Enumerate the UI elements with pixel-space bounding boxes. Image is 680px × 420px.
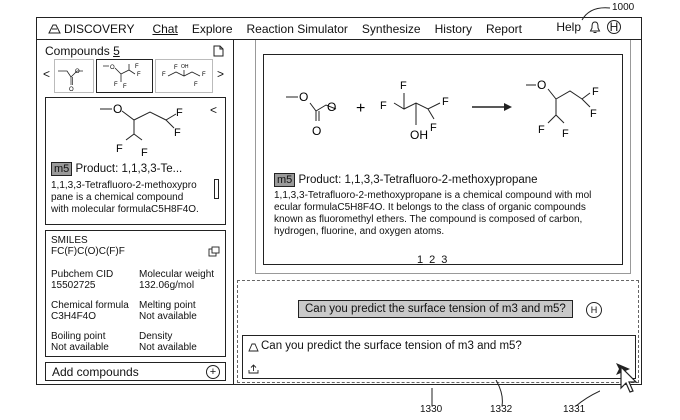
selected-compound-title: Product: 1,1,3,3-Te... — [75, 163, 183, 175]
page-2[interactable]: 2 — [429, 254, 436, 266]
compound-thumb-1[interactable] — [54, 59, 94, 93]
svg-text:O: O — [113, 102, 123, 116]
tab-report[interactable]: Report — [485, 21, 522, 36]
sidebar-divider — [233, 40, 234, 385]
tab-history[interactable]: History — [434, 21, 472, 36]
svg-text:F: F — [135, 64, 139, 70]
compounds-header — [45, 44, 120, 58]
document-icon[interactable] — [213, 45, 224, 57]
svg-text:O: O — [299, 90, 309, 104]
svg-text:F: F — [590, 108, 597, 120]
svg-text:F: F — [538, 124, 545, 136]
ref-1000: 1000 — [612, 2, 635, 13]
page-1[interactable]: 1 — [417, 254, 424, 266]
prop-label-formula: Chemical formula — [51, 300, 129, 311]
tab-explore[interactable]: Explore — [191, 21, 233, 36]
brand-label: DISCOVERY — [64, 21, 135, 36]
svg-text:F: F — [176, 107, 183, 119]
flask-logo-icon — [47, 23, 61, 35]
user-message-bubble[interactable]: Can you predict the surface tension of m3 and m5? — [298, 300, 573, 318]
menu-bar — [37, 18, 641, 40]
bell-icon[interactable] — [589, 21, 601, 34]
prop-label-cid: Pubchem CID — [51, 269, 114, 280]
flask-logo-icon — [247, 342, 259, 352]
svg-text:O: O — [110, 65, 115, 71]
prop-label-density: Density — [139, 331, 173, 342]
svg-text:O: O — [312, 124, 322, 138]
compound-thumb-3[interactable] — [155, 59, 213, 93]
page-3[interactable]: 3 — [441, 254, 448, 266]
description-scrollbar[interactable] — [214, 179, 219, 199]
svg-text:F: F — [174, 127, 181, 139]
prop-label-melting: Melting point — [139, 300, 196, 311]
add-compounds-label: Add compounds — [52, 365, 139, 379]
collapse-arrow-icon[interactable]: < — [210, 103, 218, 117]
user-avatar[interactable]: H — [607, 20, 621, 34]
molecule-thumb-1 — [55, 60, 93, 92]
upload-icon[interactable] — [248, 364, 259, 374]
reaction-card — [263, 54, 623, 265]
compounds-title: Compounds — [45, 44, 110, 58]
help-link[interactable]: Help — [556, 20, 581, 34]
svg-text:F: F — [562, 128, 569, 140]
svg-text:F: F — [114, 82, 118, 88]
next-arrow-icon[interactable]: > — [217, 67, 225, 81]
ref-1330: 1330 — [420, 404, 443, 415]
prop-value-formula: C3H4F4O — [51, 311, 97, 322]
mouse-cursor-icon — [620, 366, 640, 394]
prop-value-melting: Not available — [139, 311, 197, 322]
svg-text:OH: OH — [181, 64, 189, 70]
compounds-count: 5 — [113, 44, 120, 58]
selected-compound-heading — [51, 162, 182, 176]
svg-text:O: O — [327, 100, 337, 114]
chat-input[interactable] — [242, 335, 636, 379]
selected-compound-description: 1,1,3,3-Tetrafluoro-2-methoxypro pane is a chemical compound with molecular formulaC5H8F4O. — [51, 180, 199, 215]
reaction-description: 1,1,3,3-Tetrafluoro-2-methoxypropane is a chemical compound with mol ecular formulaC5H8F4O. It belongs to the class of organic compounds known as fluoromethyl ethers. The compound is composed of carbon, hydrogen, fluorine, and oxygen atoms. — [274, 190, 592, 237]
svg-text:F: F — [430, 122, 437, 134]
pagination — [417, 254, 447, 266]
compound-properties — [45, 230, 226, 357]
svg-text:F: F — [380, 100, 387, 112]
svg-text:O: O — [69, 87, 74, 92]
prop-label-weight: Molecular weight — [139, 269, 215, 280]
svg-text:F: F — [442, 96, 449, 108]
tab-reaction-simulator[interactable]: Reaction Simulator — [246, 21, 348, 36]
prop-value-cid: 15502725 — [51, 280, 96, 291]
svg-text:F: F — [202, 72, 206, 78]
svg-text:F: F — [123, 84, 127, 90]
chat-area — [237, 280, 639, 383]
prop-value-weight: 132.06g/mol — [139, 280, 195, 291]
svg-text:OH: OH — [410, 128, 428, 142]
compound-thumb-2[interactable] — [96, 59, 153, 93]
plus-icon: + — [206, 365, 220, 379]
svg-text:F: F — [400, 80, 407, 92]
compound-tag: m5 — [51, 162, 72, 176]
molecule-thumb-3 — [156, 60, 212, 92]
app-window — [36, 17, 642, 385]
reaction-product-heading — [274, 173, 538, 187]
copy-icon[interactable] — [208, 246, 220, 257]
add-compounds-button[interactable] — [45, 362, 226, 381]
svg-text:O: O — [537, 78, 547, 92]
svg-text:F: F — [137, 72, 141, 78]
molecule-thumb-2 — [97, 60, 151, 92]
selected-compound-card[interactable] — [45, 97, 226, 225]
svg-text:O: O — [75, 69, 80, 75]
prop-value-boiling: Not available — [51, 342, 109, 353]
svg-text:F: F — [162, 72, 166, 78]
smiles-value: FC(F)C(O)C(F)F — [51, 246, 125, 257]
message-avatar: H — [586, 302, 602, 318]
reaction-tag: m5 — [274, 173, 295, 187]
svg-text:F: F — [116, 143, 123, 155]
prev-arrow-icon[interactable]: < — [43, 67, 51, 81]
svg-text:F: F — [592, 86, 599, 98]
svg-text:F: F — [141, 147, 148, 159]
brand[interactable] — [47, 22, 134, 36]
tab-synthesize[interactable]: Synthesize — [361, 21, 421, 36]
tab-chat[interactable]: Chat — [152, 21, 178, 36]
chat-input-text: Can you predict the surface tension of m3 and m5? — [261, 340, 522, 352]
reaction-product-title: Product: 1,1,3,3-Tetrafluoro-2-methoxypropane — [298, 174, 538, 186]
svg-text:+: + — [356, 100, 366, 117]
reaction-scheme — [264, 55, 620, 155]
smiles-label: SMILES — [51, 235, 88, 246]
selected-molecule-structure — [86, 100, 206, 162]
svg-text:F: F — [174, 65, 178, 71]
prop-value-density: Not available — [139, 342, 197, 353]
ref-1331: 1331 — [563, 404, 586, 415]
svg-text:F: F — [194, 82, 198, 88]
ref-1332: 1332 — [490, 404, 513, 415]
prop-label-boiling: Boiling point — [51, 331, 106, 342]
